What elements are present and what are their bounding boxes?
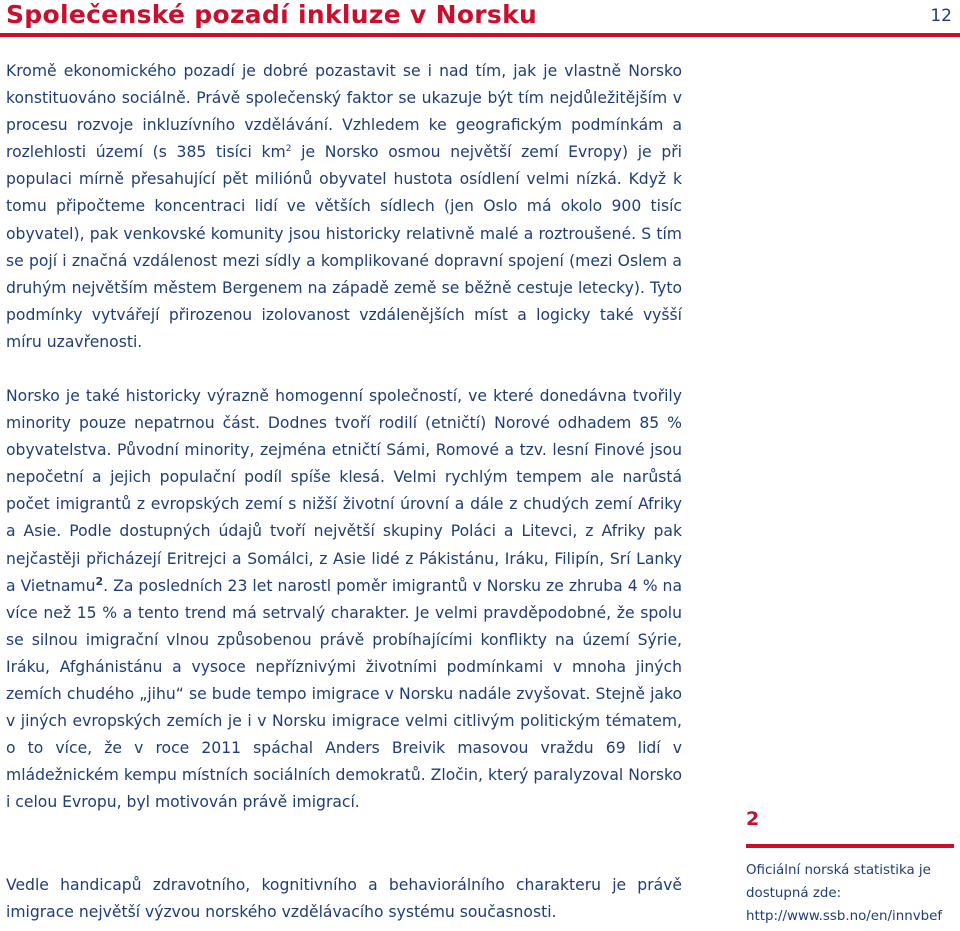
paragraph-text: Kromě ekonomického pozadí je dobré pozastavit se i nad tím, jak je vlastně Norsko konstituováno sociálně. Právě společenský faktor se ukazuje být tím nejdůležitějším v procesu rozvoje inkluzívního vzdělávání. Vzhledem ke geografickým podmínkám a rozlehlosti území (s 385 tisíci km xyxy=(6,62,682,162)
footnote-reference[interactable]: 2 xyxy=(95,574,104,588)
paragraph-immigration xyxy=(6,383,682,817)
paragraph-text: je Norsko osmou největší zemí Evropy) je při populaci mírně přesahující pět miliónů obyvatel hustota osídlení velmi nízká. Když k tomu připočteme koncentraci lidí ve větších sídlech (jen Oslo má okolo 900 tisíc obyvatel), pak venkovské komunity jsou historicky relativně malé a roztroušené. S tím se pojí i značná vzdálenost mezi sídly a komplikované dopravní spojení (mezi Oslem a druhým největším městem Bergenem na západě země se běžně cestuje letecky). Tyto podmínky vytvářejí přirozenou izolovanost vzdálenějších míst a logicky také vyšší míru uzavřenosti. xyxy=(6,143,682,351)
footnote-number: 2 xyxy=(746,808,760,830)
square-km-superscript: 2 xyxy=(285,144,292,155)
footnote-divider xyxy=(746,844,954,848)
footnote-text: Oficiální norská statistika je dostupná zde: http://www.ssb.no/en/innvbef xyxy=(746,863,943,924)
page-title: Společenské pozadí inkluze v Norsku xyxy=(6,0,538,29)
page-number: 12 xyxy=(930,6,952,26)
paragraph-text: . Za posledních 23 let narostl poměr imigrantů v Norsku ze zhruba 4 % na více než 15 % a tento trend má setrvalý charakter. Je velmi pravděpodobné, že spolu se silnou imigrační vlnou způsobenou právě probíhajícími konflikty na území Sýrie, Iráku, Afghánistánu a vysoce nepříznivými životními podmínkami v mnoha jiných zemích chudého „jihu“ se bude tempo imigrace v Norsku nadále zvyšovat. Stejně jako v jiných evropských zemích je i v Norsku imigrace velmi citlivým politickým tématem, o to více, že v roce 2011 spáchal Anders Breivik masovou vraždu 69 lidí v mládežnickém kempu místních sociálních demokratů. Zločin, který paralyzoval Norsko i celou Evropu, byl motivován právě imigrací. xyxy=(6,576,683,812)
title-divider xyxy=(0,33,960,37)
paragraph-geography xyxy=(6,58,682,356)
paragraph-text: Norsko je také historicky výrazně homogenní společností, ve které donedávna tvořily minority pouze nepatrnou část. Dodnes tvoří rodilí (etničtí) Norové odhadem 85 % obyvatelstva. Původní minority, zejména etničtí Sámi, Romové a tzv. lesní Finové jsou nepočetní a jejich populační podíl spíše klesá. Velmi rychlým tempem ale narůstá počet imigrantů z evropských zemí s nižší životní úrovní a dále z chudých zemí Afriky a Asie. Podle dostupných údajů tvoří největší skupiny Poláci a Litevci, z Afriky pak nejčastěji přicházejí Eritrejci a Somálci, z Asie lidé z Pákistánu, Iráku, Filipín, Srí Lanky a Vietnamu xyxy=(6,387,682,595)
paragraph-challenges: Vedle handicapů zdravotního, kognitivního a behaviorálního charakteru je právě imigrace největší výzvou norského vzdělávacího systému současnosti. xyxy=(6,876,682,922)
